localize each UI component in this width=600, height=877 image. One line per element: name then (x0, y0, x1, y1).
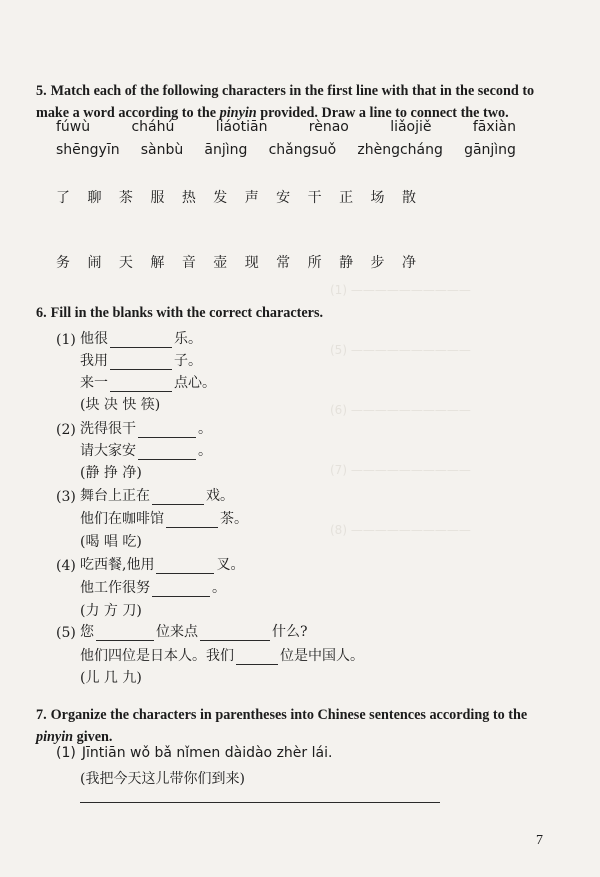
match-character[interactable]: 闹 (87, 255, 102, 271)
pinyin-word[interactable]: liáotiān (215, 119, 268, 135)
match-character[interactable]: 天 (118, 255, 133, 271)
q5-pinyin-row-2 (56, 142, 516, 158)
q6-1-line-3: 来一 点心。 (80, 375, 216, 391)
match-character[interactable]: 步 (370, 255, 385, 271)
answer-blank[interactable] (110, 333, 172, 348)
match-character[interactable]: 正 (339, 190, 354, 206)
q5-instruction: 5. Match each of the following characters in the first line with that in the second to make a word according to the pinyin provided. Draw a line to connect the two. (36, 83, 535, 121)
pinyin-word[interactable]: zhèngcháng (357, 142, 443, 158)
q5-character-row-2 (56, 252, 416, 272)
answer-blank[interactable] (138, 445, 196, 460)
q6-5-line-2: 他们四位是日本人。我们 位是中国人。 (80, 648, 364, 664)
q6-2-options: (静 挣 净) (80, 465, 142, 481)
pinyin-word[interactable]: fúwù (56, 119, 91, 135)
match-character[interactable]: 常 (276, 255, 291, 271)
q7-number: 7. (36, 707, 47, 723)
q7-1-characters: (我把今天这儿带你们到来) (80, 771, 245, 787)
answer-blank[interactable] (152, 582, 210, 597)
answer-blank[interactable] (200, 626, 270, 641)
match-character[interactable]: 安 (276, 190, 291, 206)
pinyin-word[interactable]: shēngyīn (56, 142, 120, 158)
q5-number: 5. (36, 83, 47, 99)
q6-1-line-1: (1) 他很 乐。 (56, 331, 202, 348)
q6-4-line-1: (4) 吃西餐,他用 叉。 (56, 557, 245, 574)
match-character[interactable]: 了 (56, 190, 70, 206)
match-character[interactable]: 场 (370, 190, 385, 206)
q6-2-line-1: (2) 洗得很干 。 (56, 421, 212, 438)
match-character[interactable]: 发 (213, 190, 228, 206)
match-character[interactable]: 茶 (118, 190, 133, 206)
match-character[interactable]: 干 (307, 190, 322, 206)
match-character[interactable]: 音 (181, 255, 196, 271)
answer-blank[interactable] (96, 626, 154, 641)
answer-blank[interactable] (152, 490, 204, 505)
match-character[interactable]: 聊 (87, 190, 102, 206)
q6-number: 6. (36, 305, 47, 321)
match-character[interactable]: 静 (339, 255, 354, 271)
answer-blank[interactable] (110, 377, 172, 392)
match-character[interactable]: 声 (244, 190, 259, 206)
q6-4-line-2: 他工作很努 。 (80, 580, 226, 596)
pinyin-word[interactable]: cháhú (131, 119, 175, 135)
pinyin-word[interactable]: sànbù (140, 142, 184, 158)
pinyin-word[interactable]: chǎngsuǒ (268, 142, 337, 158)
answer-blank[interactable] (156, 559, 214, 574)
q6-1-options: (块 决 快 筷) (80, 397, 161, 413)
q6-2-line-2: 请大家安 。 (80, 443, 212, 459)
q6-4-options: (力 方 刀) (80, 603, 142, 619)
q6-instruction: 6. Fill in the blanks with the correct characters. (36, 305, 324, 321)
match-character[interactable]: 净 (401, 255, 416, 271)
bleed-through: (1) —————————— (5) —————————— (6) —————————— (7) —————————— (8) —————————— (330, 283, 471, 537)
q6-3-options: (喝 唱 吃) (80, 534, 142, 550)
match-character[interactable]: 解 (150, 255, 165, 271)
q7-instruction: 7. Organize the characters in parentheses into Chinese sentences according to the pinyin given. (36, 707, 528, 745)
match-character[interactable]: 服 (150, 190, 165, 206)
pinyin-word[interactable]: rènao (308, 119, 349, 135)
answer-blank[interactable] (110, 355, 172, 370)
page-number: 7 (536, 833, 543, 848)
q6-3-line-2: 他们在咖啡馆 茶。 (80, 511, 248, 527)
pinyin-word[interactable]: gānjìng (464, 142, 516, 158)
q6-5-line-1: (5) 您 位来点 什么? (56, 624, 308, 641)
q6-3-line-1: (3) 舞台上正在 戏。 (56, 488, 234, 505)
pinyin-word[interactable]: ānjìng (204, 142, 248, 158)
q7-answer-line[interactable] (80, 802, 440, 803)
match-character[interactable]: 现 (244, 255, 259, 271)
answer-blank[interactable] (166, 513, 218, 528)
match-character[interactable]: 壶 (213, 255, 228, 271)
q6-5-options: (儿 几 九) (80, 670, 142, 686)
answer-blank[interactable] (236, 650, 278, 665)
match-character[interactable]: 所 (307, 255, 322, 271)
q5-character-row-1 (56, 187, 416, 207)
q7-1-pinyin: (1) Jīntiān wǒ bǎ nǐmen dàidào zhèr lái. (56, 745, 333, 761)
answer-blank[interactable] (138, 423, 196, 438)
pinyin-word[interactable]: liǎojiě (390, 119, 432, 135)
match-character[interactable]: 务 (56, 255, 70, 271)
match-character[interactable]: 散 (401, 190, 416, 206)
q5-pinyin-row-1 (56, 119, 516, 135)
match-character[interactable]: 热 (181, 190, 196, 206)
q6-1-line-2: 我用 子。 (80, 353, 202, 369)
pinyin-word[interactable]: fāxiàn (472, 119, 516, 135)
